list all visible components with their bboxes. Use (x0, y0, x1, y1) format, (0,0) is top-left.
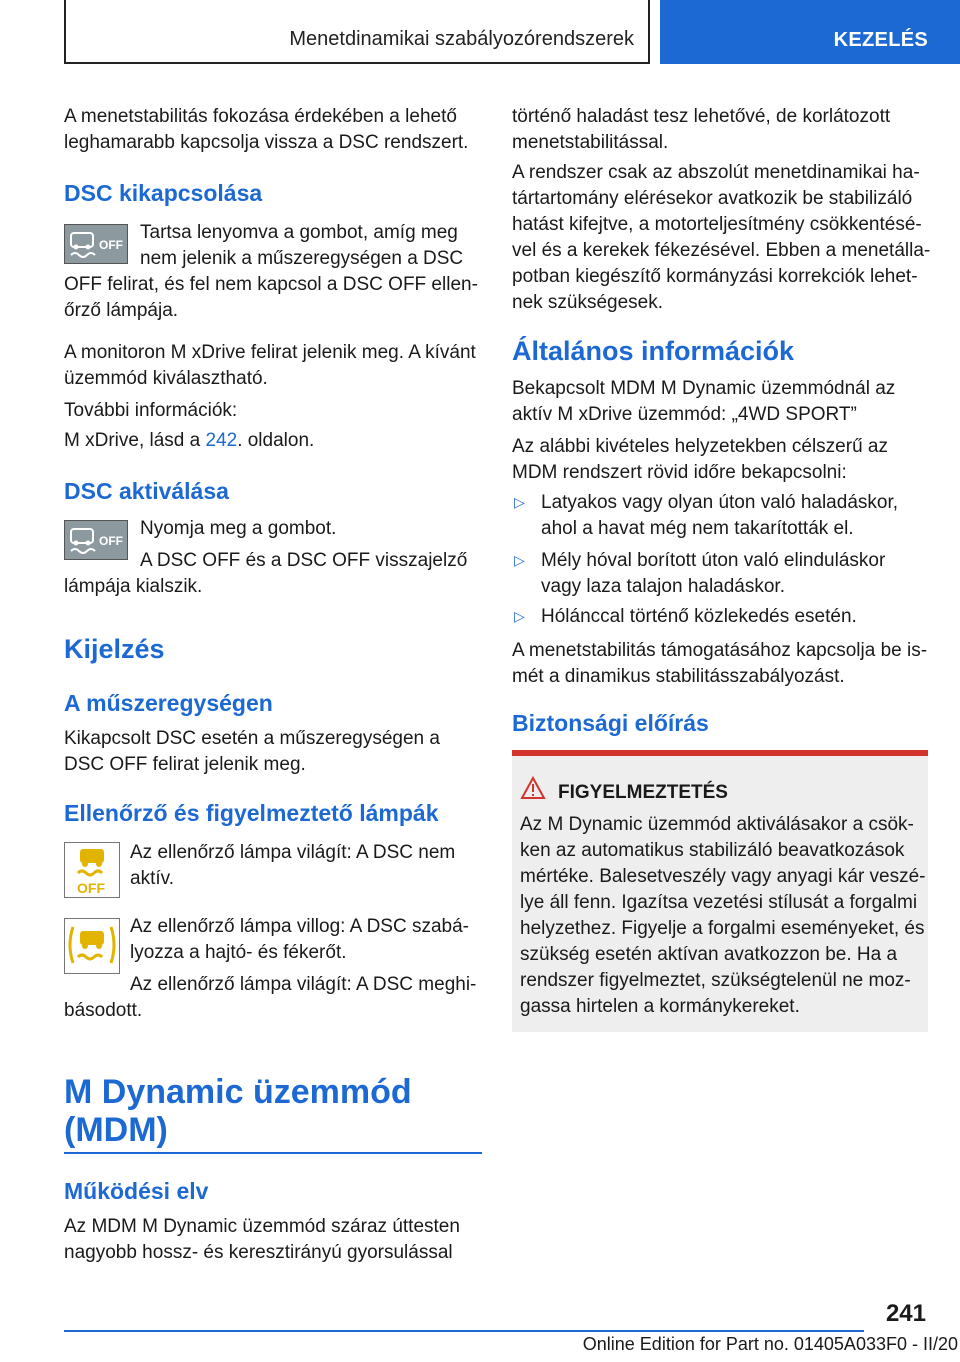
intro-line-2: leghamarabb kapcsolja vissza a DSC rendszert. (64, 132, 469, 153)
system-text-1: A rendszer csak az abszolút menetdinamikai ha- (512, 162, 920, 183)
dsc-off-text-1: Tartsa lenyomva a gombot, amíg meg (140, 222, 458, 243)
bullet-arrow-icon: ▷ (514, 608, 525, 624)
dsc-on-button-icon (64, 520, 128, 560)
mdm-heading-1: M Dynamic üzemmód (64, 1073, 412, 1111)
more-info: További információk: (64, 400, 238, 421)
system-text-2: tártartomány elérésekor avatkozik be stabilizáló (512, 188, 913, 209)
bullet-3-line-1: Hólánccal történő közlekedés esetén. (541, 606, 857, 627)
lamp2-text-2: lyozza a hajtó- és fékerőt. (130, 942, 347, 963)
display-heading: Kijelzés (64, 634, 165, 664)
warning-title: FIGYELMEZTETÉS (558, 782, 728, 803)
dsc-on-text-1: Nyomja meg a gombot. (140, 518, 337, 539)
reactivate-text-1: A menetstabilitás támogatásához kapcsolja be is- (512, 640, 928, 661)
warning-text-1: Az M Dynamic üzemmód aktiválásakor a csök- (520, 814, 914, 835)
xdrive-reference: M xDrive, lásd a 242. oldalon. (64, 430, 315, 451)
general-text-2: aktív M xDrive üzemmód: „4WD SPORT” (512, 404, 857, 425)
exceptions-text-2: MDM rendszert rövid időre bekapcsolni: (512, 462, 847, 483)
dsc-lamp-icon (64, 918, 120, 974)
dsc-on-text-2: A DSC OFF és a DSC OFF visszajelző (140, 550, 468, 571)
monitor-text-1: A monitoron M xDrive felirat jelenik meg. A kívánt (64, 342, 476, 363)
cont-text-1: történő haladást tesz lehetővé, de korlátozott (512, 106, 891, 127)
lamps-heading: Ellenőrző és figyelmeztető lámpák (64, 800, 439, 826)
dsc-off-heading: DSC kikapcsolása (64, 180, 263, 206)
dsc-on-text-3: lámpája kialszik. (64, 576, 203, 597)
dsc-on-heading: DSC aktiválása (64, 478, 229, 504)
warning-text-2: ken az automatikus stabilizáló beavatkozások (520, 840, 905, 861)
warning-text-8: gassa hirtelen a kormánykereket. (520, 996, 800, 1017)
system-text-4: vel és a kerekek fékezésével. Ebben a menetálla- (512, 240, 931, 261)
monitor-text-2: üzemmód kiválasztható. (64, 368, 268, 389)
safety-heading: Biztonsági előírás (512, 710, 709, 736)
svg-text:OFF: OFF (99, 238, 123, 252)
general-text-1: Bekapcsolt MDM M Dynamic üzemmódnál az (512, 378, 896, 399)
warning-text-3: mértéke. Balesetveszély vagy anyagi kár veszé- (520, 866, 926, 887)
warning-text-7: rendszer figyelmeztet, szükségtelenül ne moz- (520, 970, 911, 991)
exceptions-text-1: Az alábbi kivételes helyzetekben célszerű az (512, 436, 888, 457)
dsc-off-text-3: OFF felirat, és fel nem kapcsol a DSC OFF ellen- (64, 274, 478, 295)
cont-text-2: menetstabilitással. (512, 132, 669, 153)
warning-text-4: lye áll fenn. Igazítsa vezetési stílusát a forgalmi (520, 892, 918, 913)
lamp1-text-1: Az ellenőrző lámpa világít: A DSC nem (130, 842, 456, 863)
bullet-1-line-2: ahol a havat még nem takarították el. (541, 518, 854, 539)
bullet-2-line-1: Mély hóval borított úton való elinduláskor (541, 550, 886, 571)
warning-bar (512, 750, 928, 756)
warning-text-5: helyzethez. Figyelje a forgalmi eseményeket, és (520, 918, 925, 939)
intro-line-1: A menetstabilitás fokozása érdekében a lehető (64, 106, 457, 127)
principle-text-2: nagyobb hossz- és keresztirányú gyorsulással (64, 1242, 453, 1263)
warning-triangle-icon (520, 776, 546, 800)
warning-box (512, 750, 928, 1032)
dsc-off-text-2: nem jelenik a műszeregységen a DSC (140, 248, 464, 269)
reactivate-text-2: mét a dinamikus stabilitásszabályozást. (512, 666, 845, 687)
lamp2-text-1: Az ellenőrző lámpa villog: A DSC szabá- (130, 916, 469, 937)
bullet-1-line-1: Latyakos vagy olyan úton való haladáskor, (541, 492, 899, 513)
lamp2-text-3: Az ellenőrző lámpa világít: A DSC meghi- (130, 974, 477, 995)
warning-text-6: szükség esetén aktívan avatkozzon be. Ha a (520, 944, 898, 965)
principle-text-1: Az MDM M Dynamic üzemmód száraz úttesten (64, 1216, 460, 1237)
lamp1-text-2: aktív. (130, 868, 174, 889)
system-text-6: nek szükségesek. (512, 292, 664, 313)
system-text-3: hatást kifejtve, a motorteljesítmény csökkentésé- (512, 214, 922, 235)
system-text-5: potban kiegészítő kormányzási korrekciók lehet- (512, 266, 918, 287)
general-heading: Általános információk (512, 336, 795, 366)
footer-edition: Online Edition for Part no. 01405A033F0 - II/20 (582, 1334, 958, 1354)
mdm-heading-2: (MDM) (64, 1111, 168, 1149)
cluster-text-2: DSC OFF felirat jelenik meg. (64, 754, 306, 775)
principle-heading: Működési elv (64, 1178, 209, 1204)
bullet-arrow-icon: ▷ (514, 552, 525, 568)
page-link-242[interactable]: 242 (205, 430, 238, 451)
cluster-heading: A műszeregységen (64, 690, 273, 716)
dsc-off-lamp-icon (64, 842, 120, 898)
chapter-tab[interactable] (660, 0, 960, 64)
mdm-heading-rule (64, 1152, 482, 1154)
cluster-text-1: Kikapcsolt DSC esetén a műszeregységen a (64, 728, 440, 749)
header-box (64, 0, 650, 64)
lamp2-text-4: básodott. (64, 1000, 143, 1021)
bullet-2-line-2: vagy laza talajon haladáskor. (541, 576, 785, 597)
chapter-tab-label: KEZELÉS (833, 29, 928, 51)
page-number: 241 (885, 1300, 926, 1327)
bullet-arrow-icon: ▷ (514, 494, 525, 510)
dsc-off-text-4: őrző lámpája. (64, 300, 179, 321)
svg-text:OFF: OFF (99, 534, 123, 548)
dsc-off-button-icon (64, 224, 128, 264)
svg-text:OFF: OFF (77, 880, 105, 896)
footer-rule (64, 1330, 864, 1332)
section-title: Menetdinamikai szabályozórendszerek (289, 28, 634, 50)
